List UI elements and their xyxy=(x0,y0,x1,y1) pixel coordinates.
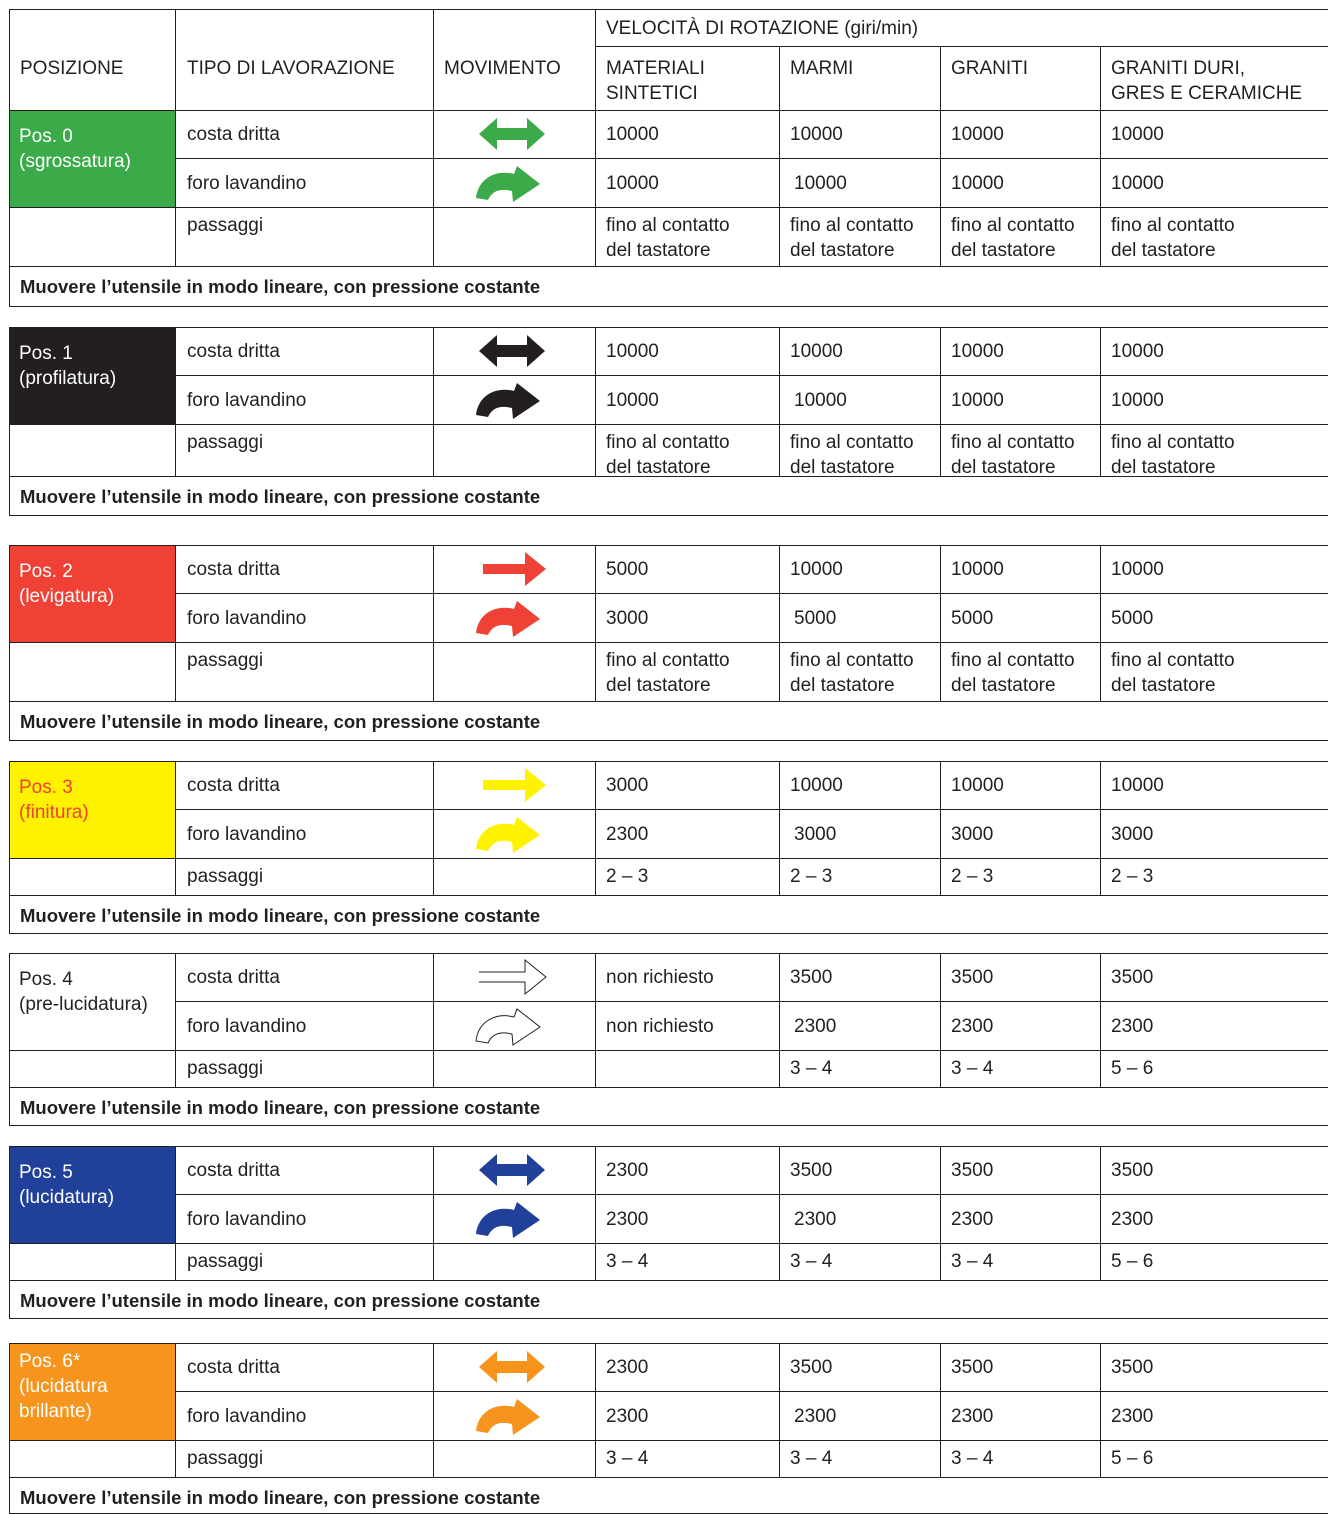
block-1-foro-lavandino-value-2: 10000 xyxy=(951,390,1004,411)
block-6-position-label: Pos. 6* (lucidatura brillante) xyxy=(9,1343,175,1440)
header-col-movimento: MOVIMENTO xyxy=(444,58,561,79)
block-5-curved-arrow-icon xyxy=(462,1197,552,1241)
block-3-foro-lavandino-value-1: 3000 xyxy=(794,824,837,845)
block-2-col-divider-6 xyxy=(1100,545,1101,701)
block-1-top-border xyxy=(9,327,1328,328)
block-3-row-divider-3 xyxy=(9,895,1328,896)
block-3-foro-lavandino-value-0: 2300 xyxy=(606,824,649,845)
block-5-col-divider-3 xyxy=(595,1146,596,1280)
block-0-foro-lavandino-value-1: 10000 xyxy=(794,173,847,194)
block-3-bottom-border xyxy=(9,933,1328,934)
block-2-position-label: Pos. 2 (levigatura) xyxy=(9,545,175,642)
block-4-bottom-border xyxy=(9,1125,1328,1126)
block-5-foro-lavandino-type: foro lavandino xyxy=(187,1209,307,1230)
block-0-row-divider-2 xyxy=(9,207,1328,208)
block-2-col-divider-3 xyxy=(595,545,596,701)
header-col-graniti-duri: GRANITI DURI, GRES E CERAMICHE xyxy=(1111,58,1303,104)
block-6-passaggi-value-3: 5 – 6 xyxy=(1111,1448,1154,1469)
block-6-costa-dritta-value-0: 2300 xyxy=(606,1357,649,1378)
block-4-foro-lavandino-type: foro lavandino xyxy=(187,1016,307,1037)
block-0-foro-lavandino-value-3: 10000 xyxy=(1111,173,1164,194)
block-1-foro-lavandino-type: foro lavandino xyxy=(187,390,307,411)
block-1-costa-dritta-value-1: 10000 xyxy=(790,341,843,362)
block-4-row-divider-2 xyxy=(9,1050,1328,1051)
block-3-costa-dritta-value-3: 10000 xyxy=(1111,775,1164,796)
block-4-col-divider-3 xyxy=(595,953,596,1087)
header-divider-2 xyxy=(433,9,434,110)
block-6-straight-arrow-icon xyxy=(467,1345,557,1389)
block-1-col-divider-5 xyxy=(940,327,941,476)
header-col-graniti: GRANITI xyxy=(951,58,1029,79)
block-6-col-divider-6 xyxy=(1100,1343,1101,1477)
block-6-costa-dritta-value-2: 3500 xyxy=(951,1357,994,1378)
header-divider-6 xyxy=(1100,46,1101,110)
block-1-col-divider-3 xyxy=(595,327,596,476)
block-1-left-border xyxy=(9,327,10,515)
block-3-curved-arrow-icon xyxy=(462,812,552,856)
block-6-foro-lavandino-value-0: 2300 xyxy=(606,1406,649,1427)
block-5-foro-lavandino-value-2: 2300 xyxy=(951,1209,994,1230)
block-2-row-divider-1 xyxy=(175,593,1328,594)
block-3-straight-arrow-icon xyxy=(467,763,557,807)
block-5-costa-dritta-value-0: 2300 xyxy=(606,1160,649,1181)
block-0-passaggi-value-1: fino al contatto del tastatore xyxy=(790,215,914,261)
block-6-note: Muovere l’utensile in modo lineare, con pressione costante xyxy=(20,1487,541,1508)
block-0-col-divider-3 xyxy=(595,110,596,266)
block-2-curved-arrow-icon xyxy=(462,596,552,640)
block-6-col-divider-1 xyxy=(175,1343,176,1477)
block-4-position-label: Pos. 4 (pre-lucidatura) xyxy=(9,953,175,1050)
block-2-costa-dritta-value-2: 10000 xyxy=(951,559,1004,580)
block-4-col-divider-4 xyxy=(779,953,780,1087)
block-2-bottom-border xyxy=(9,740,1328,741)
block-4-foro-lavandino-value-3: 2300 xyxy=(1111,1016,1154,1037)
block-1-passaggi-value-0: fino al contatto del tastatore xyxy=(606,432,730,478)
block-1-col-divider-6 xyxy=(1100,327,1101,476)
block-3-costa-dritta-value-0: 3000 xyxy=(606,775,649,796)
block-4-passaggi-value-3: 5 – 6 xyxy=(1111,1058,1154,1079)
header-group-title: VELOCITÀ DI ROTAZIONE (giri/min) xyxy=(606,18,919,39)
block-6-passaggi-value-0: 3 – 4 xyxy=(606,1448,649,1469)
block-3-foro-lavandino-value-2: 3000 xyxy=(951,824,994,845)
block-6-foro-lavandino-value-3: 2300 xyxy=(1111,1406,1154,1427)
header-left-border xyxy=(9,9,10,110)
block-3-col-divider-6 xyxy=(1100,761,1101,895)
block-5-top-border xyxy=(9,1146,1328,1147)
block-5-costa-dritta-type: costa dritta xyxy=(187,1160,280,1181)
block-6-passaggi-value-2: 3 – 4 xyxy=(951,1448,994,1469)
block-5-costa-dritta-value-2: 3500 xyxy=(951,1160,994,1181)
block-3-foro-lavandino-type: foro lavandino xyxy=(187,824,307,845)
block-3-costa-dritta-value-1: 10000 xyxy=(790,775,843,796)
block-4-costa-dritta-value-2: 3500 xyxy=(951,967,994,988)
block-0-passaggi-value-2: fino al contatto del tastatore xyxy=(951,215,1075,261)
block-2-foro-lavandino-value-3: 5000 xyxy=(1111,608,1154,629)
block-4-col-divider-1 xyxy=(175,953,176,1087)
block-0-note: Muovere l’utensile in modo lineare, con pressione costante xyxy=(20,276,541,297)
block-2-foro-lavandino-type: foro lavandino xyxy=(187,608,307,629)
block-0-costa-dritta-value-2: 10000 xyxy=(951,124,1004,145)
header-divider-1 xyxy=(175,9,176,110)
block-0-row-divider-1 xyxy=(175,158,1328,159)
block-3-col-divider-1 xyxy=(175,761,176,895)
block-5-foro-lavandino-value-1: 2300 xyxy=(794,1209,837,1230)
block-5-row-divider-1 xyxy=(175,1194,1328,1195)
block-4-col-divider-5 xyxy=(940,953,941,1087)
block-0-left-border xyxy=(9,110,10,306)
block-1-col-divider-4 xyxy=(779,327,780,476)
block-0-position-label: Pos. 0 (sgrossatura) xyxy=(9,110,175,207)
block-2-straight-arrow-icon xyxy=(467,547,557,591)
block-3-left-border xyxy=(9,761,10,933)
block-5-straight-arrow-icon xyxy=(467,1148,557,1192)
block-0-foro-lavandino-value-0: 10000 xyxy=(606,173,659,194)
block-6-costa-dritta-type: costa dritta xyxy=(187,1357,280,1378)
block-5-passaggi-value-0: 3 – 4 xyxy=(606,1251,649,1272)
block-3-passaggi-value-1: 2 – 3 xyxy=(790,866,833,887)
block-3-top-border xyxy=(9,761,1328,762)
block-6-col-divider-2 xyxy=(433,1343,434,1477)
block-0-top-border xyxy=(9,110,1328,111)
block-0-passaggi-value-0: fino al contatto del tastatore xyxy=(606,215,730,261)
block-6-curved-arrow-icon xyxy=(462,1394,552,1438)
block-0-col-divider-1 xyxy=(175,110,176,266)
block-3-position-label: Pos. 3 (finitura) xyxy=(9,761,175,858)
header-group-divider xyxy=(595,46,1328,47)
block-6-col-divider-4 xyxy=(779,1343,780,1477)
block-2-note: Muovere l’utensile in modo lineare, con pressione costante xyxy=(20,711,541,732)
block-2-passaggi-value-3: fino al contatto del tastatore xyxy=(1111,650,1235,696)
block-5-foro-lavandino-value-0: 2300 xyxy=(606,1209,649,1230)
block-3-passaggi-value-3: 2 – 3 xyxy=(1111,866,1154,887)
block-4-top-border xyxy=(9,953,1328,954)
block-3-row-divider-2 xyxy=(9,858,1328,859)
block-5-col-divider-5 xyxy=(940,1146,941,1280)
block-2-row-divider-3 xyxy=(9,701,1328,702)
block-6-costa-dritta-value-3: 3500 xyxy=(1111,1357,1154,1378)
block-6-foro-lavandino-value-1: 2300 xyxy=(794,1406,837,1427)
header-divider-3 xyxy=(595,9,596,110)
block-5-passaggi-value-1: 3 – 4 xyxy=(790,1251,833,1272)
header-divider-4 xyxy=(779,46,780,110)
block-2-col-divider-2 xyxy=(433,545,434,701)
block-6-col-divider-3 xyxy=(595,1343,596,1477)
block-3-passaggi-value-0: 2 – 3 xyxy=(606,866,649,887)
block-2-foro-lavandino-value-1: 5000 xyxy=(794,608,837,629)
block-0-costa-dritta-type: costa dritta xyxy=(187,124,280,145)
block-4-note: Muovere l’utensile in modo lineare, con pressione costante xyxy=(20,1097,541,1118)
block-0-costa-dritta-value-3: 10000 xyxy=(1111,124,1164,145)
block-5-passaggi-type: passaggi xyxy=(187,1251,264,1272)
block-3-costa-dritta-value-2: 10000 xyxy=(951,775,1004,796)
block-2-costa-dritta-value-0: 5000 xyxy=(606,559,649,580)
block-0-foro-lavandino-type: foro lavandino xyxy=(187,173,307,194)
block-4-passaggi-value-1: 3 – 4 xyxy=(790,1058,833,1079)
header-col-marmi: MARMI xyxy=(790,58,854,79)
block-5-position-label: Pos. 5 (lucidatura) xyxy=(9,1146,175,1243)
block-5-foro-lavandino-value-3: 2300 xyxy=(1111,1209,1154,1230)
block-0-foro-lavandino-value-2: 10000 xyxy=(951,173,1004,194)
block-1-row-divider-2 xyxy=(9,424,1328,425)
block-2-col-divider-5 xyxy=(940,545,941,701)
block-2-passaggi-type: passaggi xyxy=(187,650,264,671)
block-1-bottom-border xyxy=(9,515,1328,516)
block-1-foro-lavandino-value-1: 10000 xyxy=(794,390,847,411)
block-3-col-divider-3 xyxy=(595,761,596,895)
block-5-col-divider-1 xyxy=(175,1146,176,1280)
block-5-passaggi-value-3: 5 – 6 xyxy=(1111,1251,1154,1272)
block-0-costa-dritta-value-1: 10000 xyxy=(790,124,843,145)
header-col-materiali-sintetici: MATERIALI SINTETICI xyxy=(606,58,705,104)
block-4-costa-dritta-value-1: 3500 xyxy=(790,967,833,988)
block-1-curved-arrow-icon xyxy=(462,378,552,422)
block-1-costa-dritta-value-0: 10000 xyxy=(606,341,659,362)
header-col-tipo: TIPO DI LAVORAZIONE xyxy=(187,58,395,79)
block-1-costa-dritta-value-2: 10000 xyxy=(951,341,1004,362)
block-0-row-divider-3 xyxy=(9,266,1328,267)
block-4-row-divider-3 xyxy=(9,1087,1328,1088)
block-2-col-divider-4 xyxy=(779,545,780,701)
block-6-top-border xyxy=(9,1343,1328,1344)
block-0-passaggi-value-3: fino al contatto del tastatore xyxy=(1111,215,1235,261)
block-4-passaggi-value-2: 3 – 4 xyxy=(951,1058,994,1079)
block-1-foro-lavandino-value-3: 10000 xyxy=(1111,390,1164,411)
block-0-col-divider-4 xyxy=(779,110,780,266)
block-0-straight-arrow-icon xyxy=(467,112,557,156)
block-1-passaggi-type: passaggi xyxy=(187,432,264,453)
block-6-costa-dritta-value-1: 3500 xyxy=(790,1357,833,1378)
block-4-costa-dritta-value-0: non richiesto xyxy=(606,967,714,988)
header-col-posizione: POSIZIONE xyxy=(20,58,124,79)
block-3-foro-lavandino-value-3: 3000 xyxy=(1111,824,1154,845)
block-5-left-border xyxy=(9,1146,10,1318)
block-5-costa-dritta-value-3: 3500 xyxy=(1111,1160,1154,1181)
block-5-passaggi-value-2: 3 – 4 xyxy=(951,1251,994,1272)
block-3-costa-dritta-type: costa dritta xyxy=(187,775,280,796)
block-4-costa-dritta-type: costa dritta xyxy=(187,967,280,988)
block-6-passaggi-type: passaggi xyxy=(187,1448,264,1469)
block-2-passaggi-value-0: fino al contatto del tastatore xyxy=(606,650,730,696)
header-top-border xyxy=(9,9,1328,10)
block-4-col-divider-2 xyxy=(433,953,434,1087)
block-3-passaggi-type: passaggi xyxy=(187,866,264,887)
header-divider-5 xyxy=(940,46,941,110)
block-2-top-border xyxy=(9,545,1328,546)
block-1-position-label: Pos. 1 (profilatura) xyxy=(9,327,175,424)
block-4-foro-lavandino-value-2: 2300 xyxy=(951,1016,994,1037)
block-4-foro-lavandino-value-1: 2300 xyxy=(794,1016,837,1037)
block-1-note: Muovere l’utensile in modo lineare, con pressione costante xyxy=(20,486,541,507)
block-6-foro-lavandino-value-2: 2300 xyxy=(951,1406,994,1427)
block-5-costa-dritta-value-1: 3500 xyxy=(790,1160,833,1181)
block-1-row-divider-1 xyxy=(175,375,1328,376)
block-1-col-divider-1 xyxy=(175,327,176,476)
block-6-row-divider-2 xyxy=(9,1440,1328,1441)
block-5-note: Muovere l’utensile in modo lineare, con pressione costante xyxy=(20,1290,541,1311)
block-1-passaggi-value-2: fino al contatto del tastatore xyxy=(951,432,1075,478)
block-4-col-divider-6 xyxy=(1100,953,1101,1087)
block-6-left-border xyxy=(9,1343,10,1513)
block-4-straight-arrow-icon xyxy=(467,955,557,999)
block-4-left-border xyxy=(9,953,10,1125)
block-5-bottom-border xyxy=(9,1318,1328,1319)
block-6-passaggi-value-1: 3 – 4 xyxy=(790,1448,833,1469)
block-0-costa-dritta-value-0: 10000 xyxy=(606,124,659,145)
block-1-straight-arrow-icon xyxy=(467,329,557,373)
block-2-col-divider-1 xyxy=(175,545,176,701)
block-5-row-divider-3 xyxy=(9,1280,1328,1281)
block-3-note: Muovere l’utensile in modo lineare, con pressione costante xyxy=(20,905,541,926)
block-2-costa-dritta-type: costa dritta xyxy=(187,559,280,580)
block-2-passaggi-value-2: fino al contatto del tastatore xyxy=(951,650,1075,696)
block-6-row-divider-1 xyxy=(175,1391,1328,1392)
block-5-col-divider-4 xyxy=(779,1146,780,1280)
block-2-passaggi-value-1: fino al contatto del tastatore xyxy=(790,650,914,696)
block-3-col-divider-5 xyxy=(940,761,941,895)
block-1-costa-dritta-type: costa dritta xyxy=(187,341,280,362)
block-0-curved-arrow-icon xyxy=(462,161,552,205)
block-4-passaggi-type: passaggi xyxy=(187,1058,264,1079)
block-2-foro-lavandino-value-0: 3000 xyxy=(606,608,649,629)
block-6-col-divider-5 xyxy=(940,1343,941,1477)
block-3-row-divider-1 xyxy=(175,809,1328,810)
block-1-col-divider-2 xyxy=(433,327,434,476)
block-2-foro-lavandino-value-2: 5000 xyxy=(951,608,994,629)
block-2-costa-dritta-value-3: 10000 xyxy=(1111,559,1164,580)
block-0-passaggi-type: passaggi xyxy=(187,215,264,236)
block-1-foro-lavandino-value-0: 10000 xyxy=(606,390,659,411)
block-4-foro-lavandino-value-0: non richiesto xyxy=(606,1016,714,1037)
block-0-col-divider-2 xyxy=(433,110,434,266)
block-4-row-divider-1 xyxy=(175,1001,1328,1002)
block-2-row-divider-2 xyxy=(9,642,1328,643)
block-3-col-divider-4 xyxy=(779,761,780,895)
block-1-costa-dritta-value-3: 10000 xyxy=(1111,341,1164,362)
block-6-foro-lavandino-type: foro lavandino xyxy=(187,1406,307,1427)
block-2-costa-dritta-value-1: 10000 xyxy=(790,559,843,580)
block-5-col-divider-2 xyxy=(433,1146,434,1280)
block-0-bottom-border xyxy=(9,306,1328,307)
block-4-costa-dritta-value-3: 3500 xyxy=(1111,967,1154,988)
block-3-col-divider-2 xyxy=(433,761,434,895)
block-2-left-border xyxy=(9,545,10,740)
block-6-row-divider-3 xyxy=(9,1477,1328,1478)
block-3-passaggi-value-2: 2 – 3 xyxy=(951,866,994,887)
block-0-col-divider-6 xyxy=(1100,110,1101,266)
block-0-col-divider-5 xyxy=(940,110,941,266)
block-4-curved-arrow-icon xyxy=(462,1004,552,1048)
block-5-col-divider-6 xyxy=(1100,1146,1101,1280)
block-5-row-divider-2 xyxy=(9,1243,1328,1244)
block-1-passaggi-value-3: fino al contatto del tastatore xyxy=(1111,432,1235,478)
block-1-passaggi-value-1: fino al contatto del tastatore xyxy=(790,432,914,478)
